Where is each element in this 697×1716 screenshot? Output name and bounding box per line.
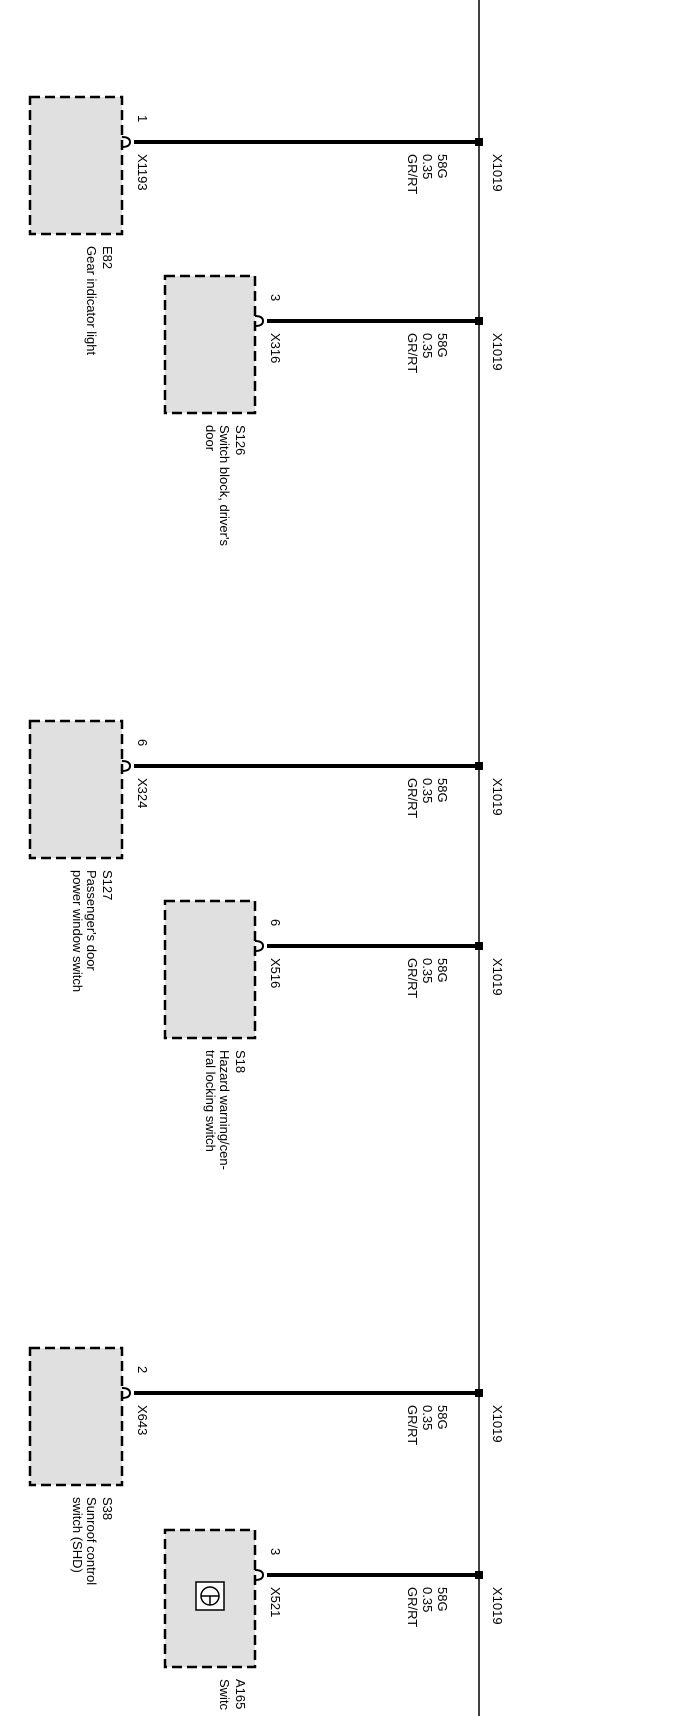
bus-connector-label: X1019 [490,1587,505,1625]
wire-color: GR/RT [405,958,420,999]
wire-gauge: 0.35 [420,333,435,359]
component-id: S127 [100,870,115,901]
component-name: Passenger's door [84,870,99,971]
component-name: switch (SHD) [70,1497,85,1573]
component-name: Gear indicator light [84,246,99,356]
wire-code: 58G [435,1405,450,1430]
wire-code: 58G [435,333,450,358]
pin-number: 3 [268,294,283,302]
junction-dot-A165 [475,1571,483,1579]
wire-gauge: 0.35 [420,778,435,804]
bus-connector-label: X1019 [490,154,505,192]
junction-dot-S126 [475,317,483,325]
component-box-S127 [30,721,122,858]
bus-connector-label: X1019 [490,333,505,371]
junction-dot-S18 [475,942,483,950]
pin-number: 6 [135,739,150,747]
wire-color: GR/RT [405,1587,420,1628]
pin-number: 3 [268,1548,283,1556]
component-name: Hazard warning/cen- [217,1050,232,1170]
wire-color: GR/RT [405,154,420,195]
pin-number: 6 [268,919,283,927]
wire-gauge: 0.35 [420,1587,435,1613]
wire-code: 58G [435,778,450,803]
junction-dot-E82 [475,138,483,146]
component-box-E82 [30,97,122,234]
component-id: S18 [233,1050,248,1074]
component-name: Sunroof control [84,1497,99,1586]
wire-gauge: 0.35 [420,154,435,180]
junction-dot-S38 [475,1389,483,1397]
component-name: Switch block, driver's [217,425,232,546]
connector-id: X316 [268,333,283,364]
wire-code: 58G [435,958,450,983]
wire-code: 58G [435,154,450,179]
component-name: door [203,425,218,452]
component-box-S126 [165,276,255,413]
component-id: A165 [233,1679,248,1710]
connector-id: X1193 [135,154,150,191]
wire-code: 58G [435,1587,450,1612]
wire-color: GR/RT [405,333,420,374]
component-name: power window switch [70,870,85,993]
component-box-S18 [165,901,255,1038]
wire-color: GR/RT [405,1405,420,1446]
wire-gauge: 0.35 [420,1405,435,1431]
wire-color: GR/RT [405,778,420,819]
component-id: S126 [233,425,248,456]
wire-gauge: 0.35 [420,958,435,984]
component-name: tral locking switch [203,1050,218,1152]
component-id: E82 [100,246,115,270]
connector-id: X643 [135,1405,150,1436]
component-name: Switc [217,1679,232,1711]
pin-number: 2 [135,1366,150,1374]
component-box-S38 [30,1348,122,1485]
component-id: S38 [100,1497,115,1521]
bus-connector-label: X1019 [490,778,505,816]
connector-id: X324 [135,778,150,809]
pin-number: 1 [135,115,150,123]
connector-id: X521 [268,1587,283,1618]
bus-connector-label: X1019 [490,1405,505,1443]
junction-dot-S127 [475,762,483,770]
connector-id: X516 [268,958,283,989]
bus-connector-label: X1019 [490,958,505,996]
